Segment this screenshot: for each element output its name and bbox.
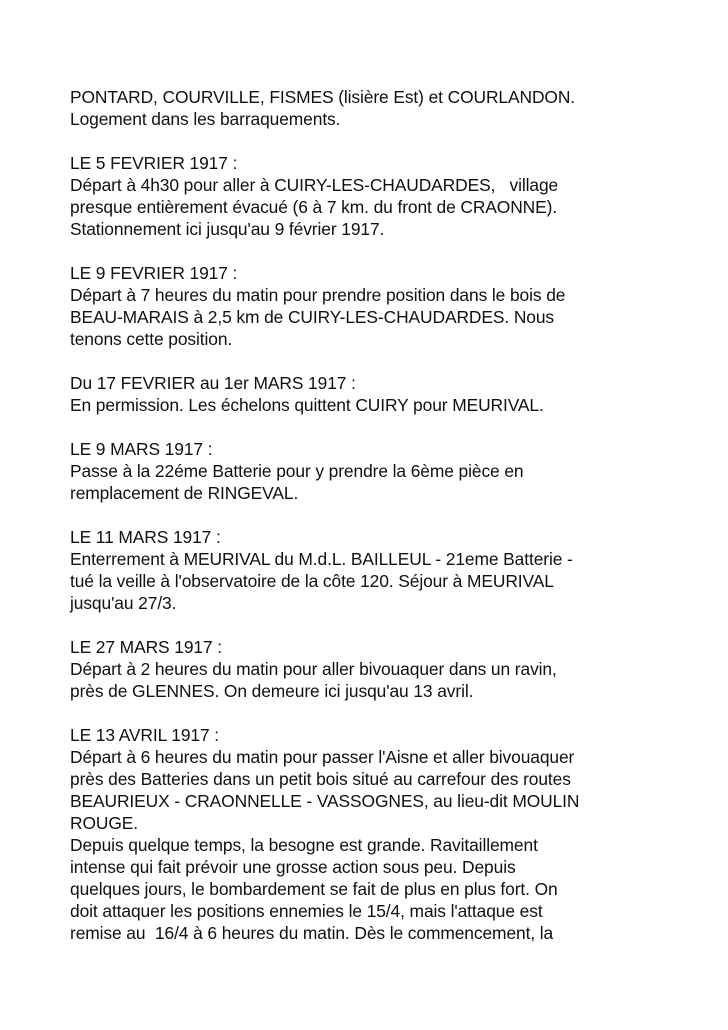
text-line: Enterrement à MEURIVAL du M.d.L. BAILLEUL - 21eme Batterie -: [70, 549, 573, 569]
entry-date-heading: LE 13 AVRIL 1917 :: [70, 725, 220, 745]
entry-date-heading: LE 9 MARS 1917 :: [70, 439, 213, 459]
text-line: remise au 16/4 à 6 heures du matin. Dès le commencement, la: [70, 923, 554, 943]
text-line: Logement dans les barraquements.: [70, 109, 341, 129]
text-line: Départ à 4h30 pour aller à CUIRY-LES-CHAUDARDES, village: [70, 175, 559, 195]
text-line: quelques jours, le bombardement se fait de plus en plus fort. On: [70, 879, 558, 899]
text-line: PONTARD, COURVILLE, FISMES (lisière Est) et COURLANDON.: [70, 87, 576, 107]
text-line: Départ à 6 heures du matin pour passer l'Aisne et aller bivouaquer: [70, 747, 575, 767]
entry-13-avril-1917: [70, 724, 680, 944]
text-line: intense qui fait prévoir une grosse action sous peu. Depuis: [70, 857, 516, 877]
text-line: jusqu'au 27/3.: [70, 593, 177, 613]
text-line: Départ à 7 heures du matin pour prendre position dans le bois de: [70, 285, 566, 305]
text-line: près de GLENNES. On demeure ici jusqu'au 13 avril.: [70, 681, 474, 701]
entry-5-fevrier-1917: [70, 152, 680, 240]
entry-date-heading: LE 11 MARS 1917 :: [70, 527, 221, 547]
text-line: En permission. Les échelons quittent CUIRY pour MEURIVAL.: [70, 395, 544, 415]
text-line: ROUGE.: [70, 813, 139, 833]
text-line: BEAURIEUX - CRAONNELLE - VASSOGNES, au lieu-dit MOULIN: [70, 791, 580, 811]
entry-11-mars-1917: [70, 526, 680, 614]
text-line: Départ à 2 heures du matin pour aller bivouaquer dans un ravin,: [70, 659, 557, 679]
entry-17-fevrier-1917: [70, 372, 680, 416]
text-line: BEAU-MARAIS à 2,5 km de CUIRY-LES-CHAUDARDES. Nous: [70, 307, 555, 327]
paragraph-1: [70, 86, 680, 130]
entry-date-heading: Du 17 FEVRIER au 1er MARS 1917 :: [70, 373, 356, 393]
text-line: Passe à la 22éme Batterie pour y prendre la 6ème pièce en: [70, 461, 524, 481]
entry-9-fevrier-1917: [70, 262, 680, 350]
text-line: Depuis quelque temps, la besogne est grande. Ravitaillement: [70, 835, 538, 855]
text-line: tenons cette position.: [70, 329, 233, 349]
entry-9-mars-1917: [70, 438, 680, 504]
entry-date-heading: LE 27 MARS 1917 :: [70, 637, 223, 657]
text-line: presque entièrement évacué (6 à 7 km. du front de CRAONNE).: [70, 197, 558, 217]
text-line: doit attaquer les positions ennemies le 15/4, mais l'attaque est: [70, 901, 543, 921]
entry-date-heading: LE 9 FEVRIER 1917 :: [70, 263, 238, 283]
text-line: tué la veille à l'observatoire de la côte 120. Séjour à MEURIVAL: [70, 571, 554, 591]
document-page: [70, 86, 680, 944]
text-line: près des Batteries dans un petit bois situé au carrefour des routes: [70, 769, 571, 789]
entry-date-heading: LE 5 FEVRIER 1917 :: [70, 153, 238, 173]
text-line: Stationnement ici jusqu'au 9 février 1917.: [70, 219, 385, 239]
entry-27-mars-1917: [70, 636, 680, 702]
text-line: remplacement de RINGEVAL.: [70, 483, 299, 503]
